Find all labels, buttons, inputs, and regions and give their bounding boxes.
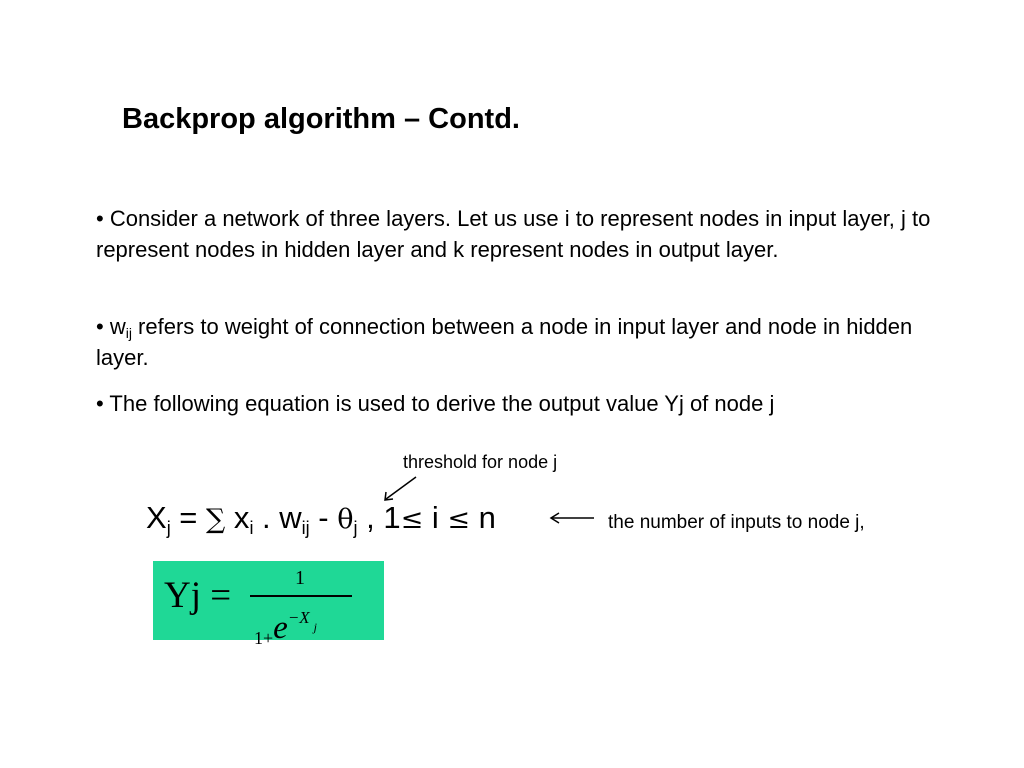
eq-equals: = — [170, 500, 207, 535]
sigmoid-lhs: Yj = — [164, 575, 232, 616]
denom-one-plus: 1+ — [254, 628, 274, 648]
eq-x-lower: x — [225, 500, 250, 535]
eq-sub-j-theta: j — [353, 518, 358, 538]
bullet2-subscript: ij — [125, 325, 132, 341]
eq-i: i — [423, 500, 448, 535]
euler-e: e — [273, 610, 288, 646]
sigmoid-denominator — [254, 597, 318, 648]
inputs-arrow-icon — [548, 508, 596, 528]
eq-minus: - — [309, 500, 338, 535]
bullet2-text: refers to weight of connection between a node in input layer and node in hidden layer. — [96, 314, 913, 370]
exponent-sub-j: j — [313, 620, 318, 634]
leq-symbol-1: ≤ — [400, 504, 424, 535]
sum-symbol: ∑ — [206, 504, 226, 535]
sigmoid-formula-box — [153, 561, 384, 648]
bullet-weight-definition — [96, 311, 936, 373]
eq-range-start: , 1 — [357, 500, 401, 535]
bullet-network-layers: • Consider a network of three layers. Let us use i to represent nodes in input layer, j to represent nodes in hidden layer and k represent nodes in output layer. — [96, 206, 931, 262]
theta-symbol: θ — [337, 504, 354, 535]
slide-title: Backprop algorithm – Contd. — [122, 103, 520, 135]
bullet2-prefix: • w — [96, 314, 126, 339]
eq-x-upper: X — [146, 500, 167, 535]
weighted-sum-equation — [146, 500, 496, 536]
eq-sub-j: j — [166, 518, 171, 538]
leq-symbol-2: ≤ — [447, 504, 470, 535]
eq-n: n — [469, 500, 496, 535]
eq-dot-w: . w — [253, 500, 302, 535]
exponent: −X — [287, 608, 310, 627]
eq-sub-i: i — [249, 518, 254, 538]
eq-sub-ij: ij — [301, 518, 310, 538]
bullet-equation-intro: • The following equation is used to derive the output value Yj of node j — [96, 391, 775, 416]
sigmoid-numerator: 1 — [295, 567, 305, 589]
threshold-annotation: threshold for node j — [403, 452, 558, 472]
num-inputs-annotation: the number of inputs to node j, — [608, 512, 865, 533]
